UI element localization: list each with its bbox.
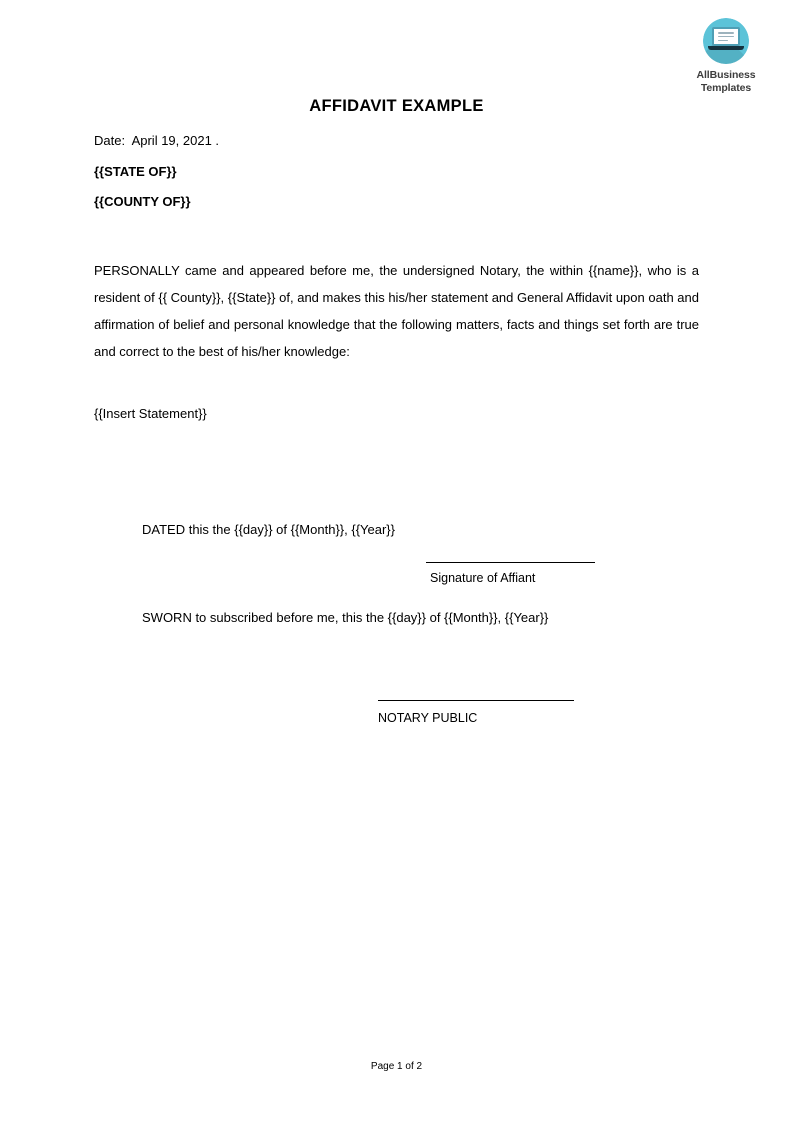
- brand-line-2: Templates: [700, 81, 752, 94]
- notary-block: [378, 700, 738, 726]
- laptop-screen-line: [718, 40, 728, 42]
- body-paragraph: PERSONALLY came and appeared before me, the undersigned Notary, the within {{name}}, who is a resident of {{ County}}, {{State}} of, and makes this his/her statement and General Affidavit upon oath and affirmation of belief and personal knowledge that the following matters, facts and things set forth are true and correct to the best of his/her knowledge:: [94, 263, 699, 359]
- sworn-line: SWORN to subscribed before me, this the {{day}} of {{Month}}, {{Year}}: [142, 610, 549, 625]
- page-footer: Page 1 of 2: [370, 1061, 423, 1072]
- insert-statement-placeholder: {{Insert Statement}}: [94, 406, 207, 421]
- state-placeholder: {{STATE OF}}: [94, 164, 177, 179]
- brand-line-1: AllBusiness: [696, 69, 756, 81]
- allbusiness-templates-logo[interactable]: [684, 18, 768, 94]
- signature-line: [426, 562, 595, 563]
- laptop-screen: [712, 27, 740, 46]
- laptop-screen-line: [718, 32, 734, 34]
- page-title: AFFIDAVIT EXAMPLE: [309, 97, 484, 115]
- notary-line: [378, 700, 574, 701]
- laptop-icon: [703, 18, 749, 64]
- laptop-screen-line: [718, 36, 734, 38]
- dated-line: DATED this the {{day}} of {{Month}}, {{Year}}: [142, 522, 395, 537]
- signature-rule-wrap: [142, 562, 702, 563]
- signature-block: [142, 521, 702, 627]
- brand-name: [684, 69, 768, 94]
- date-line: Date: April 19, 2021 .: [94, 133, 220, 148]
- laptop-base: [708, 46, 744, 50]
- document-content: [94, 132, 699, 423]
- laptop-glyph: [712, 27, 740, 50]
- signature-label: Signature of Affiant: [430, 571, 536, 585]
- county-placeholder: {{COUNTY OF}}: [94, 194, 191, 209]
- notary-label: NOTARY PUBLIC: [378, 711, 478, 725]
